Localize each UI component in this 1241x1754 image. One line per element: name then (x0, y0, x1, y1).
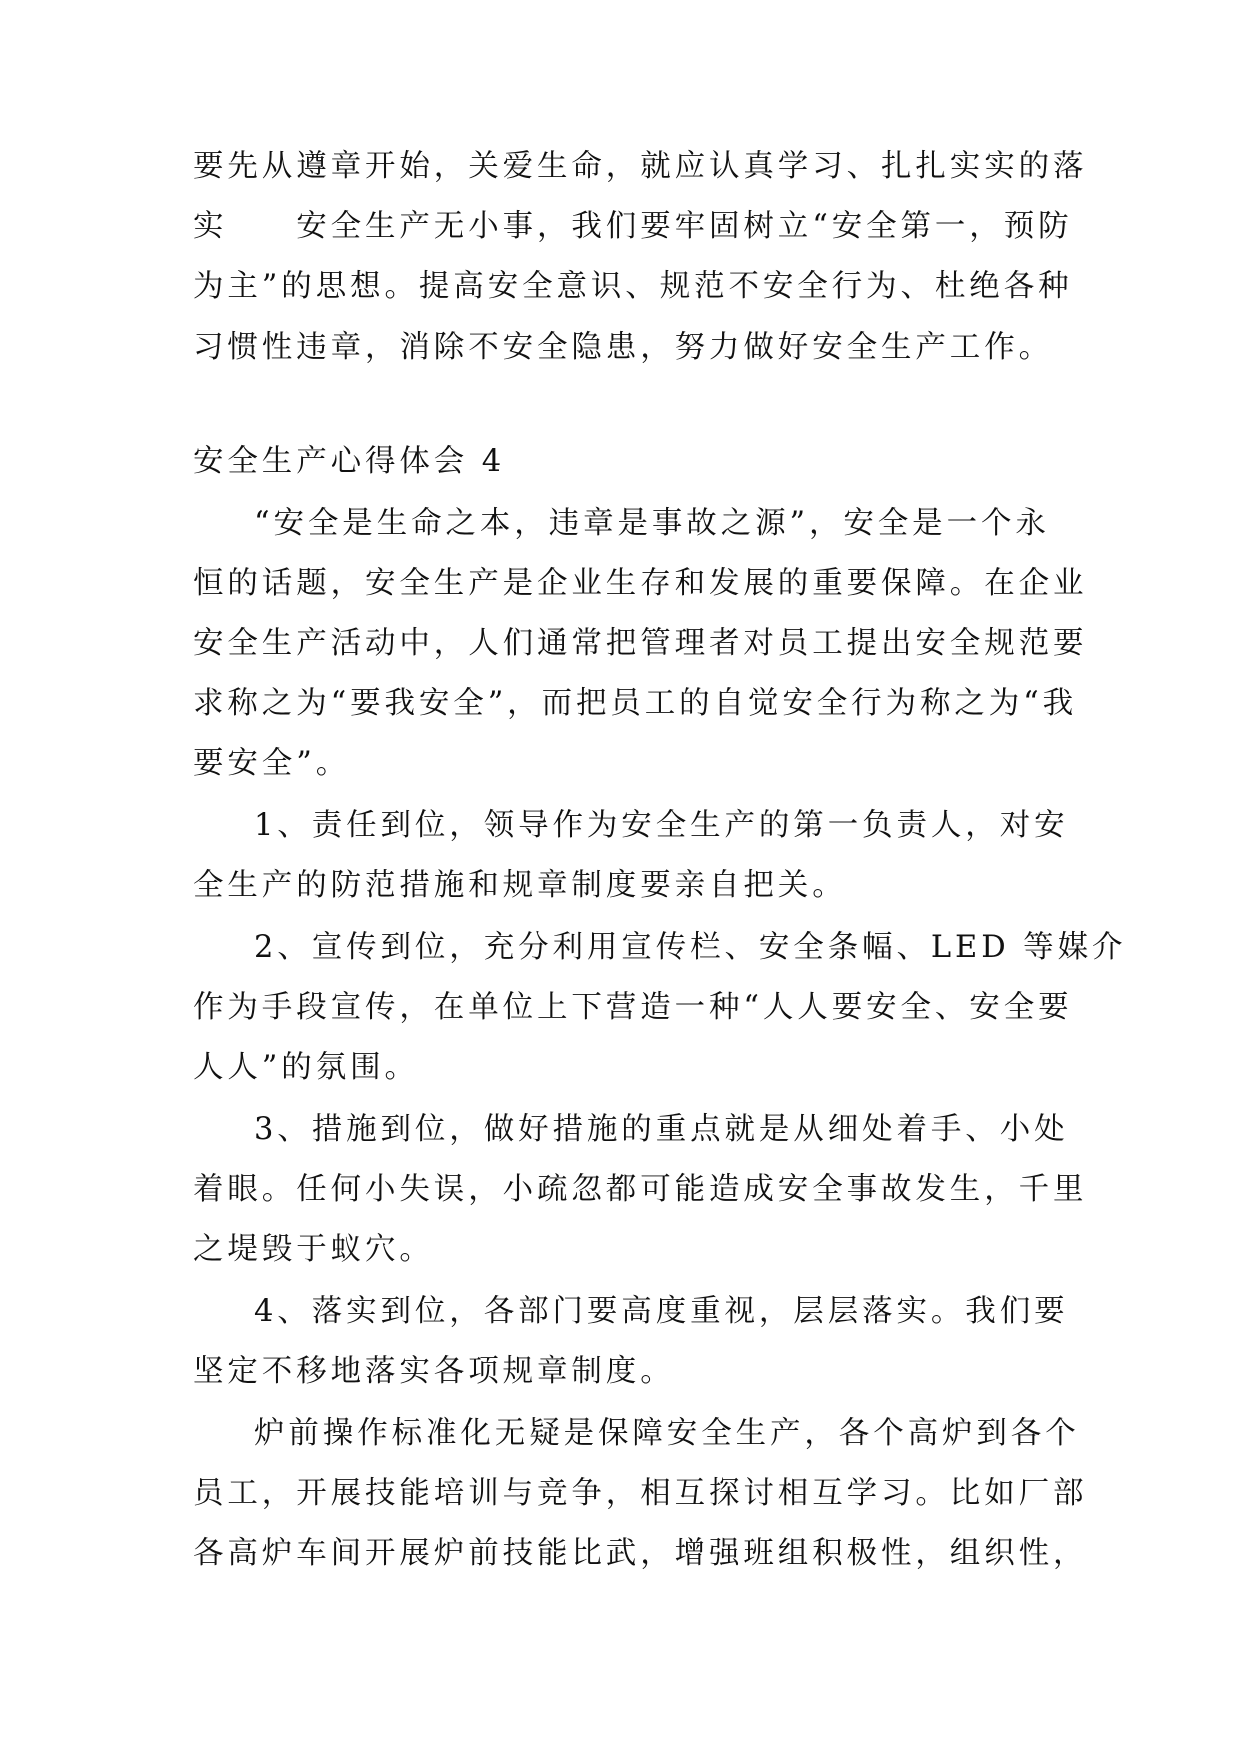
text-line: 要安全”。 (193, 746, 351, 781)
text-line: 着眼。任何小失误，小疏忽都可能造成安全事故发生，千里 (193, 1172, 1088, 1207)
text-line: 安全生产活动中，人们通常把管理者对员工提出安全规范要 (193, 626, 1088, 661)
text-line: 要先从遵章开始，关爱生命，就应认真学习、扎扎实实的落 (193, 149, 1088, 184)
text-line: 全生产的防范措施和规章制度要亲自把关。 (193, 868, 847, 903)
text-line: 作为手段宣传，在单位上下营造一种“人人要安全、安全要 (193, 990, 1073, 1025)
text-line: 习惯性违章，消除不安全隐患，努力做好安全生产工作。 (193, 330, 1053, 365)
text-line: 人人”的氛围。 (193, 1050, 419, 1085)
list-item-3: 3、措施到位，做好措施的重点就是从细处着手、小处 (254, 1112, 1069, 1147)
text-line: 之堤毁于蚁穴。 (193, 1232, 434, 1267)
text-line: 恒的话题，安全生产是企业生存和发展的重要保障。在企业 (193, 566, 1088, 601)
list-item-2: 2、宣传到位，充分利用宣传栏、安全条幅、LED 等媒介 (254, 930, 1127, 965)
text-line: 为主”的思想。提高安全意识、规范不安全行为、杜绝各种 (193, 269, 1073, 304)
text-line: 各高炉车间开展炉前技能比武，增强班组积极性，组织性， (193, 1536, 1088, 1571)
list-item-4: 4、落实到位，各部门要高度重视，层层落实。我们要 (254, 1294, 1069, 1329)
text-line: 员工，开展技能培训与竞争，相互探讨相互学习。比如厂部 (193, 1476, 1088, 1511)
text-line: 实 安全生产无小事，我们要牢固树立“安全第一，预防 (193, 209, 1073, 244)
list-item-1: 1、责任到位，领导作为安全生产的第一负责人，对安 (254, 808, 1069, 843)
paragraph-first-line: 炉前操作标准化无疑是保障安全生产，各个高炉到各个 (254, 1416, 1080, 1451)
text-line: 求称之为“要我安全”，而把员工的自觉安全行为称之为“我 (193, 686, 1078, 721)
text-line: 坚定不移地落实各项规章制度。 (193, 1354, 675, 1389)
section-heading: 安全生产心得体会 4 (193, 444, 506, 479)
paragraph-first-line: “安全是生命之本，违章是事故之源”，安全是一个永 (254, 506, 1050, 541)
